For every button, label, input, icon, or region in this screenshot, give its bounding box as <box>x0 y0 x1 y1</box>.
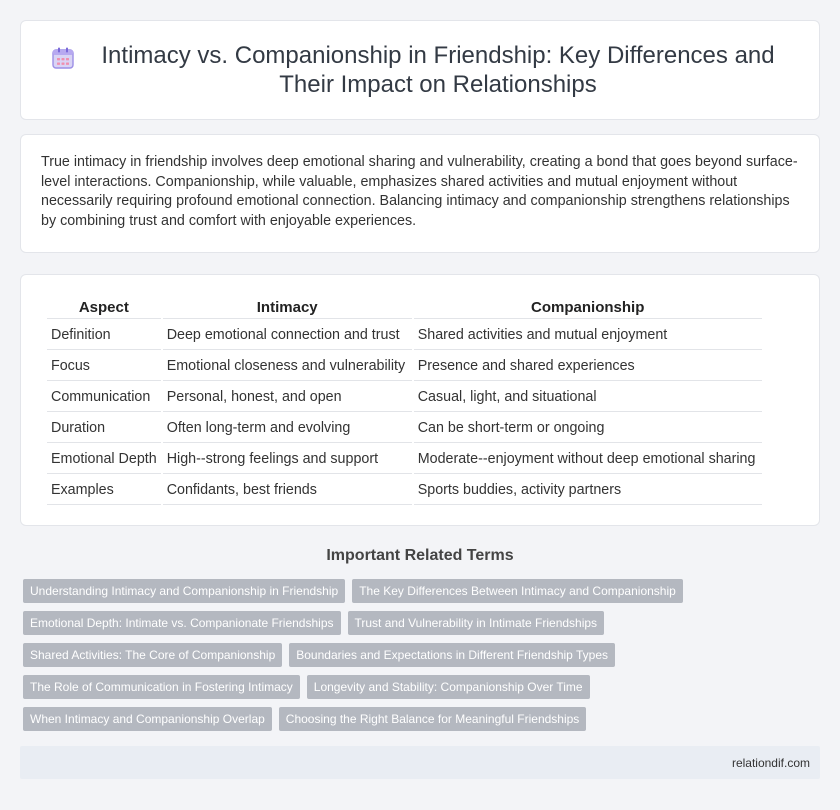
table-cell: High--strong feelings and support <box>163 445 412 474</box>
related-term-tag[interactable]: Trust and Vulnerability in Intimate Friendships <box>348 611 605 635</box>
tag-row <box>23 579 813 603</box>
header-companionship: Companionship <box>414 297 762 319</box>
tag-row <box>23 707 813 731</box>
table-cell: Casual, light, and situational <box>414 383 762 412</box>
header-intimacy: Intimacy <box>163 297 412 319</box>
table-cell: Can be short-term or ongoing <box>414 414 762 443</box>
table-cell: Sports buddies, activity partners <box>414 476 762 505</box>
table-card <box>20 274 820 526</box>
page-title: Intimacy vs. Companionship in Friendship: Key Differences and Their Impact on Relationships <box>101 42 775 98</box>
tag-row <box>23 675 813 699</box>
related-terms-title: Important Related Terms <box>326 547 514 564</box>
table-row <box>47 476 762 505</box>
table-cell: Focus <box>47 352 161 381</box>
related-terms-list <box>23 579 813 739</box>
table-cell: Deep emotional connection and trust <box>163 321 412 350</box>
table-cell: Shared activities and mutual enjoyment <box>414 321 762 350</box>
table-cell: Emotional closeness and vulnerability <box>163 352 412 381</box>
table-cell: Duration <box>47 414 161 443</box>
related-term-tag[interactable]: Emotional Depth: Intimate vs. Companionate Friendships <box>23 611 341 635</box>
table-cell: Presence and shared experiences <box>414 352 762 381</box>
table-cell: Moderate--enjoyment without deep emotional sharing <box>414 445 762 474</box>
table-row <box>47 383 762 412</box>
related-term-tag[interactable]: Understanding Intimacy and Companionship in Friendship <box>23 579 345 603</box>
related-term-tag[interactable]: The Role of Communication in Fostering Intimacy <box>23 675 300 699</box>
header-aspect: Aspect <box>47 297 161 319</box>
related-term-tag[interactable]: When Intimacy and Companionship Overlap <box>23 707 272 731</box>
table-cell: Often long-term and evolving <box>163 414 412 443</box>
table-cell: Definition <box>47 321 161 350</box>
table-row <box>47 445 762 474</box>
calendar-icon <box>50 45 76 71</box>
intro-card <box>20 134 820 253</box>
table-cell: Communication <box>47 383 161 412</box>
related-term-tag[interactable]: Shared Activities: The Core of Companionship <box>23 643 282 667</box>
table-cell: Examples <box>47 476 161 505</box>
comparison-table <box>45 295 764 507</box>
table-row <box>47 321 762 350</box>
table-row <box>47 352 762 381</box>
table-cell: Emotional Depth <box>47 445 161 474</box>
title-wrap <box>50 41 790 99</box>
footer <box>20 746 820 779</box>
table-cell: Confidants, best friends <box>163 476 412 505</box>
tag-row <box>23 611 813 635</box>
title-card <box>20 20 820 120</box>
related-term-tag[interactable]: Choosing the Right Balance for Meaningful Friendships <box>279 707 587 731</box>
related-term-tag[interactable]: Boundaries and Expectations in Different Friendship Types <box>289 643 615 667</box>
table-cell: Personal, honest, and open <box>163 383 412 412</box>
site-link[interactable]: relationdif.com <box>731 756 810 770</box>
tag-row <box>23 643 813 667</box>
intro-paragraph: True intimacy in friendship involves deep emotional sharing and vulnerability, creating a bond that goes beyond surface-level interactions. Companionship, while valuable, emphasizes shared activities and mutual enjoyment without necessarily requiring profound emotional connection. Balancing intimacy and companionship strengthens relationships by combining trust and comfort with enjoyable experiences. <box>41 154 798 229</box>
table-row <box>47 414 762 443</box>
related-term-tag[interactable]: Longevity and Stability: Companionship Over Time <box>307 675 590 699</box>
table-header-row <box>47 297 762 319</box>
related-term-tag[interactable]: The Key Differences Between Intimacy and Companionship <box>352 579 683 603</box>
